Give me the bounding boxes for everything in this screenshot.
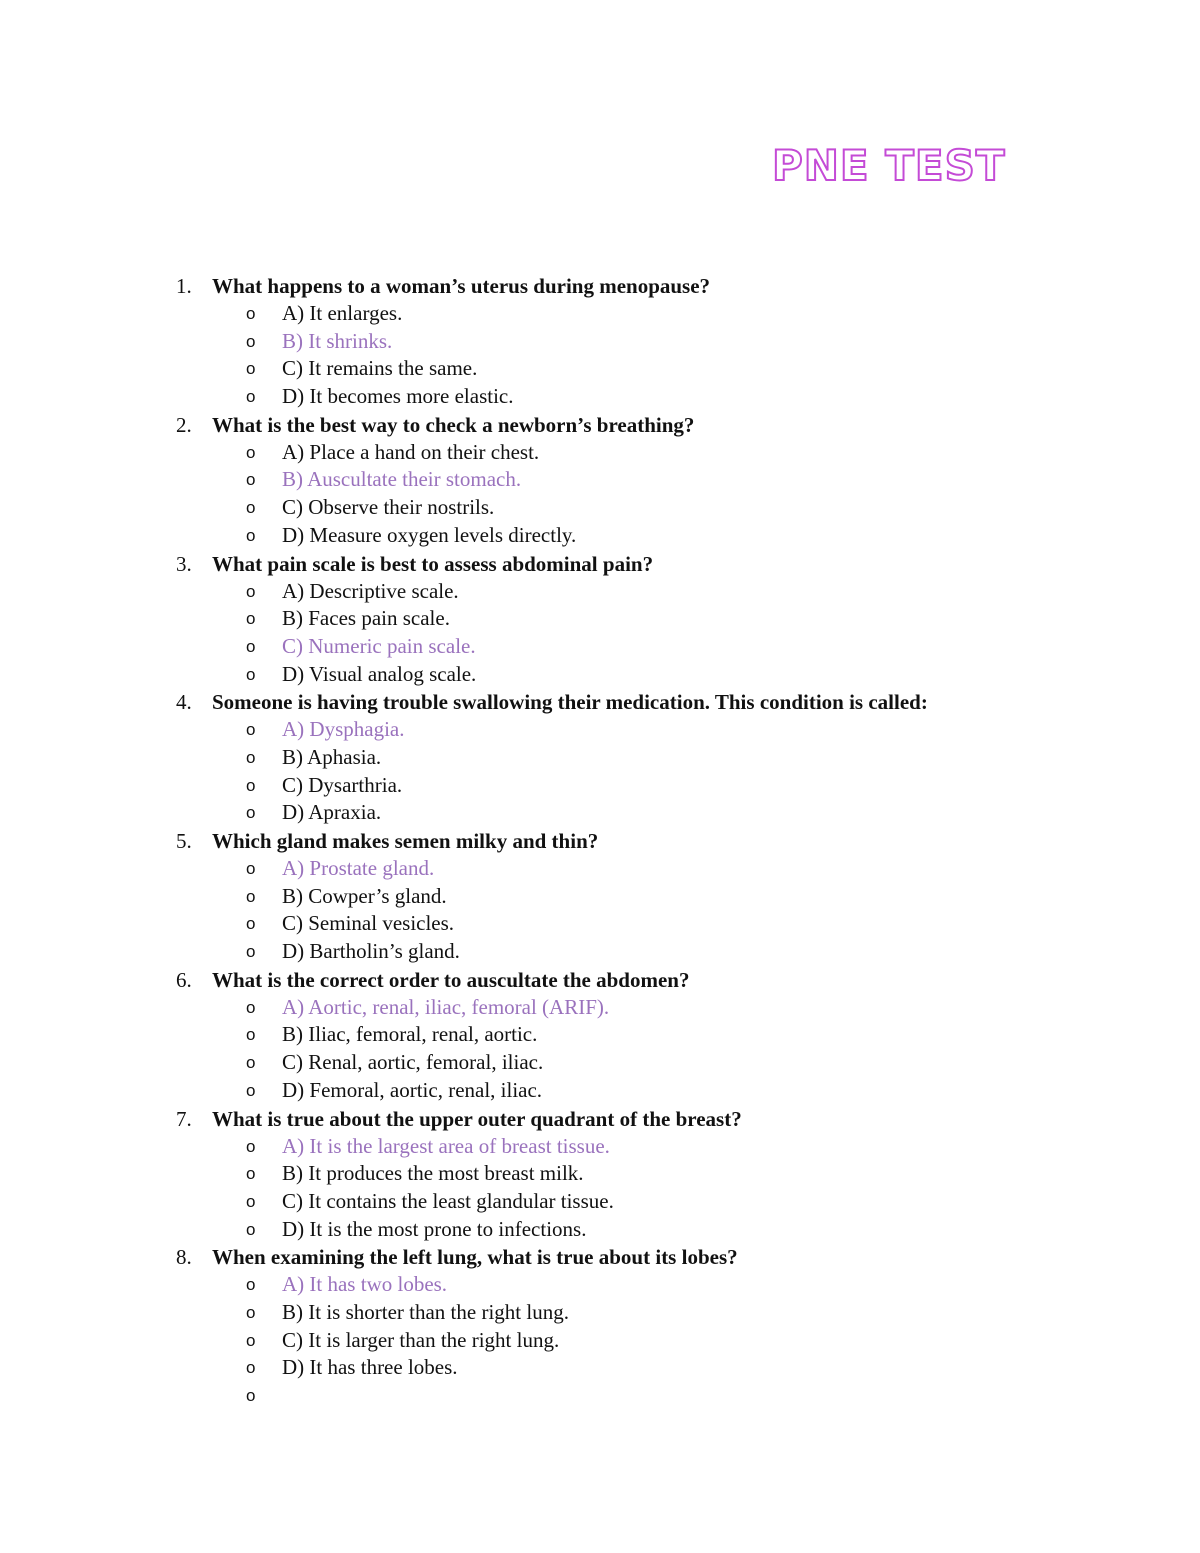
question-item — [0, 966, 1200, 1105]
answer-option — [0, 1077, 1200, 1105]
question-item — [0, 688, 1200, 827]
document-title: PNE TEST — [772, 141, 1006, 190]
question-item — [0, 1243, 1200, 1409]
question-number: 7. — [176, 1106, 192, 1131]
answer-option — [0, 578, 1200, 606]
bullet-icon: o — [246, 1136, 256, 1156]
highlighted-answer-text: A) Prostate gland. — [282, 855, 434, 883]
answer-option — [0, 633, 1200, 661]
bullet-icon: o — [246, 304, 256, 323]
answer-option — [0, 1188, 1200, 1216]
answer-option — [0, 1327, 1200, 1355]
answer-text: C) Dysarthria. — [282, 772, 403, 797]
bullet-icon: o — [246, 387, 256, 407]
bullet-icon: o — [246, 609, 256, 629]
bullet-icon: o — [246, 470, 256, 490]
answer-text: D) It is the most prone to infections. — [282, 1216, 587, 1241]
bullet-icon: o — [246, 775, 256, 795]
answer-option — [0, 300, 1200, 328]
bullet-icon: o — [246, 1302, 256, 1322]
answer-option — [0, 1049, 1200, 1077]
question-text: When examining the left lung, what is true about its lobes? — [212, 1245, 738, 1270]
answer-text: C) Seminal vesicles. — [282, 911, 455, 936]
answer-option — [0, 716, 1200, 744]
answer-text: C) It remains the same. — [282, 356, 478, 381]
answer-option — [0, 994, 1200, 1022]
bullet-icon: o — [246, 914, 256, 934]
answer-options — [0, 439, 1200, 550]
bullet-icon: o — [246, 942, 256, 962]
answer-option — [0, 883, 1200, 911]
highlighted-answer-text: C) Numeric pain scale. — [282, 633, 476, 661]
question-row — [0, 1105, 1200, 1133]
answer-options — [0, 1271, 1200, 1409]
answer-option — [0, 605, 1200, 633]
question-row — [0, 411, 1200, 439]
bullet-icon: o — [246, 498, 256, 518]
highlighted-answer-text: A) It is the largest area of breast tissue. — [282, 1133, 610, 1161]
question-number: 3. — [176, 551, 192, 576]
answer-option — [0, 1160, 1200, 1188]
highlighted-answer-text: A) It has two lobes. — [282, 1271, 447, 1299]
answer-option — [0, 383, 1200, 411]
answer-option — [0, 938, 1200, 966]
bullet-icon: o — [246, 1080, 256, 1100]
question-number: 1. — [176, 274, 192, 298]
answer-options — [0, 300, 1200, 411]
bullet-icon: o — [246, 1275, 256, 1295]
bullet-icon: o — [246, 1219, 256, 1239]
answer-text: D) Measure oxygen levels directly. — [282, 522, 577, 547]
answer-text: A) Place a hand on their chest. — [282, 439, 540, 464]
bullet-icon: o — [246, 331, 256, 351]
bullet-icon: o — [246, 1330, 256, 1350]
question-text: Someone is having trouble swallowing their medication. This condition is called: — [212, 690, 928, 715]
question-item — [0, 1105, 1200, 1244]
answer-option — [0, 744, 1200, 772]
answer-text: C) Observe their nostrils. — [282, 495, 495, 520]
answer-option — [0, 910, 1200, 938]
bullet-icon: o — [246, 1386, 256, 1405]
bullet-icon: o — [246, 1053, 256, 1073]
bullet-icon: o — [246, 442, 256, 462]
answer-text: B) Faces pain scale. — [282, 606, 450, 631]
bullet-icon: o — [246, 886, 256, 906]
answer-text: B) Iliac, femoral, renal, aortic. — [282, 1022, 538, 1047]
bullet-icon: o — [246, 359, 256, 379]
answer-option — [0, 328, 1200, 356]
answer-text: D) Bartholin’s gland. — [282, 939, 460, 964]
answer-text: B) Cowper’s gland. — [282, 883, 447, 908]
bullet-icon: o — [246, 1025, 256, 1045]
question-text: What pain scale is best to assess abdominal pain? — [212, 551, 654, 576]
question-item — [0, 411, 1200, 550]
answer-option — [0, 466, 1200, 494]
answer-options — [0, 994, 1200, 1105]
question-list — [0, 272, 1200, 1410]
question-item — [0, 272, 1200, 411]
answer-text: D) Visual analog scale. — [282, 661, 477, 686]
question-text: What is the correct order to auscultate the abdomen? — [212, 967, 690, 992]
question-row — [0, 688, 1200, 716]
answer-option — [0, 355, 1200, 383]
question-row — [0, 550, 1200, 578]
answer-option — [0, 1382, 1200, 1410]
answer-text: D) It has three lobes. — [282, 1355, 458, 1380]
answer-option — [0, 522, 1200, 550]
answer-text: D) It becomes more elastic. — [282, 384, 514, 409]
answer-option — [0, 799, 1200, 827]
question-row — [0, 966, 1200, 994]
bullet-icon: o — [246, 720, 256, 740]
bullet-icon: o — [246, 1358, 256, 1378]
question-row — [0, 272, 1200, 300]
highlighted-answer-text: A) Dysphagia. — [282, 716, 404, 744]
highlighted-answer-text: B) It shrinks. — [282, 328, 392, 356]
question-row — [0, 827, 1200, 855]
bullet-icon: o — [246, 664, 256, 684]
answer-option — [0, 1216, 1200, 1244]
question-text: What is the best way to check a newborn’s breathing? — [212, 412, 695, 437]
question-number: 6. — [176, 967, 192, 992]
bullet-icon: o — [246, 1191, 256, 1211]
answer-option — [0, 855, 1200, 883]
bullet-icon: o — [246, 997, 256, 1017]
answer-text: D) Apraxia. — [282, 800, 382, 825]
answer-option — [0, 661, 1200, 689]
answer-options — [0, 578, 1200, 689]
answer-text: B) Aphasia. — [282, 744, 382, 769]
answer-text: B) It produces the most breast milk. — [282, 1161, 584, 1186]
answer-options — [0, 1133, 1200, 1244]
answer-text: D) Femoral, aortic, renal, iliac. — [282, 1077, 543, 1102]
bullet-icon: o — [246, 581, 256, 601]
answer-option — [0, 1021, 1200, 1049]
question-text: What happens to a woman’s uterus during menopause? — [212, 274, 711, 298]
answer-option — [0, 1271, 1200, 1299]
answer-options — [0, 716, 1200, 827]
answer-option — [0, 1354, 1200, 1382]
question-text: What is true about the upper outer quadrant of the breast? — [212, 1106, 742, 1131]
question-item — [0, 550, 1200, 689]
question-row — [0, 1243, 1200, 1271]
answer-option — [0, 494, 1200, 522]
bullet-icon: o — [246, 636, 256, 656]
answer-text: C) Renal, aortic, femoral, iliac. — [282, 1050, 544, 1075]
question-number: 5. — [176, 829, 192, 853]
answer-text: A) Descriptive scale. — [282, 578, 459, 603]
bullet-icon: o — [246, 525, 256, 545]
answer-option — [0, 439, 1200, 467]
answer-option — [0, 1299, 1200, 1327]
answer-text: B) It is shorter than the right lung. — [282, 1299, 569, 1324]
answer-text: C) It is larger than the right lung. — [282, 1327, 560, 1352]
answer-text: A) It enlarges. — [282, 301, 403, 325]
question-number: 8. — [176, 1245, 192, 1270]
bullet-icon: o — [246, 859, 256, 878]
answer-options — [0, 855, 1200, 966]
bullet-icon: o — [246, 803, 256, 823]
question-item — [0, 827, 1200, 966]
bullet-icon: o — [246, 1164, 256, 1184]
answer-text: C) It contains the least glandular tissue. — [282, 1188, 614, 1213]
question-number: 2. — [176, 412, 192, 437]
answer-option — [0, 772, 1200, 800]
bullet-icon: o — [246, 747, 256, 767]
answer-option — [0, 1133, 1200, 1161]
highlighted-answer-text: A) Aortic, renal, iliac, femoral (ARIF). — [282, 994, 609, 1022]
highlighted-answer-text: B) Auscultate their stomach. — [282, 466, 521, 494]
question-text: Which gland makes semen milky and thin? — [212, 829, 599, 853]
question-number: 4. — [176, 690, 192, 715]
